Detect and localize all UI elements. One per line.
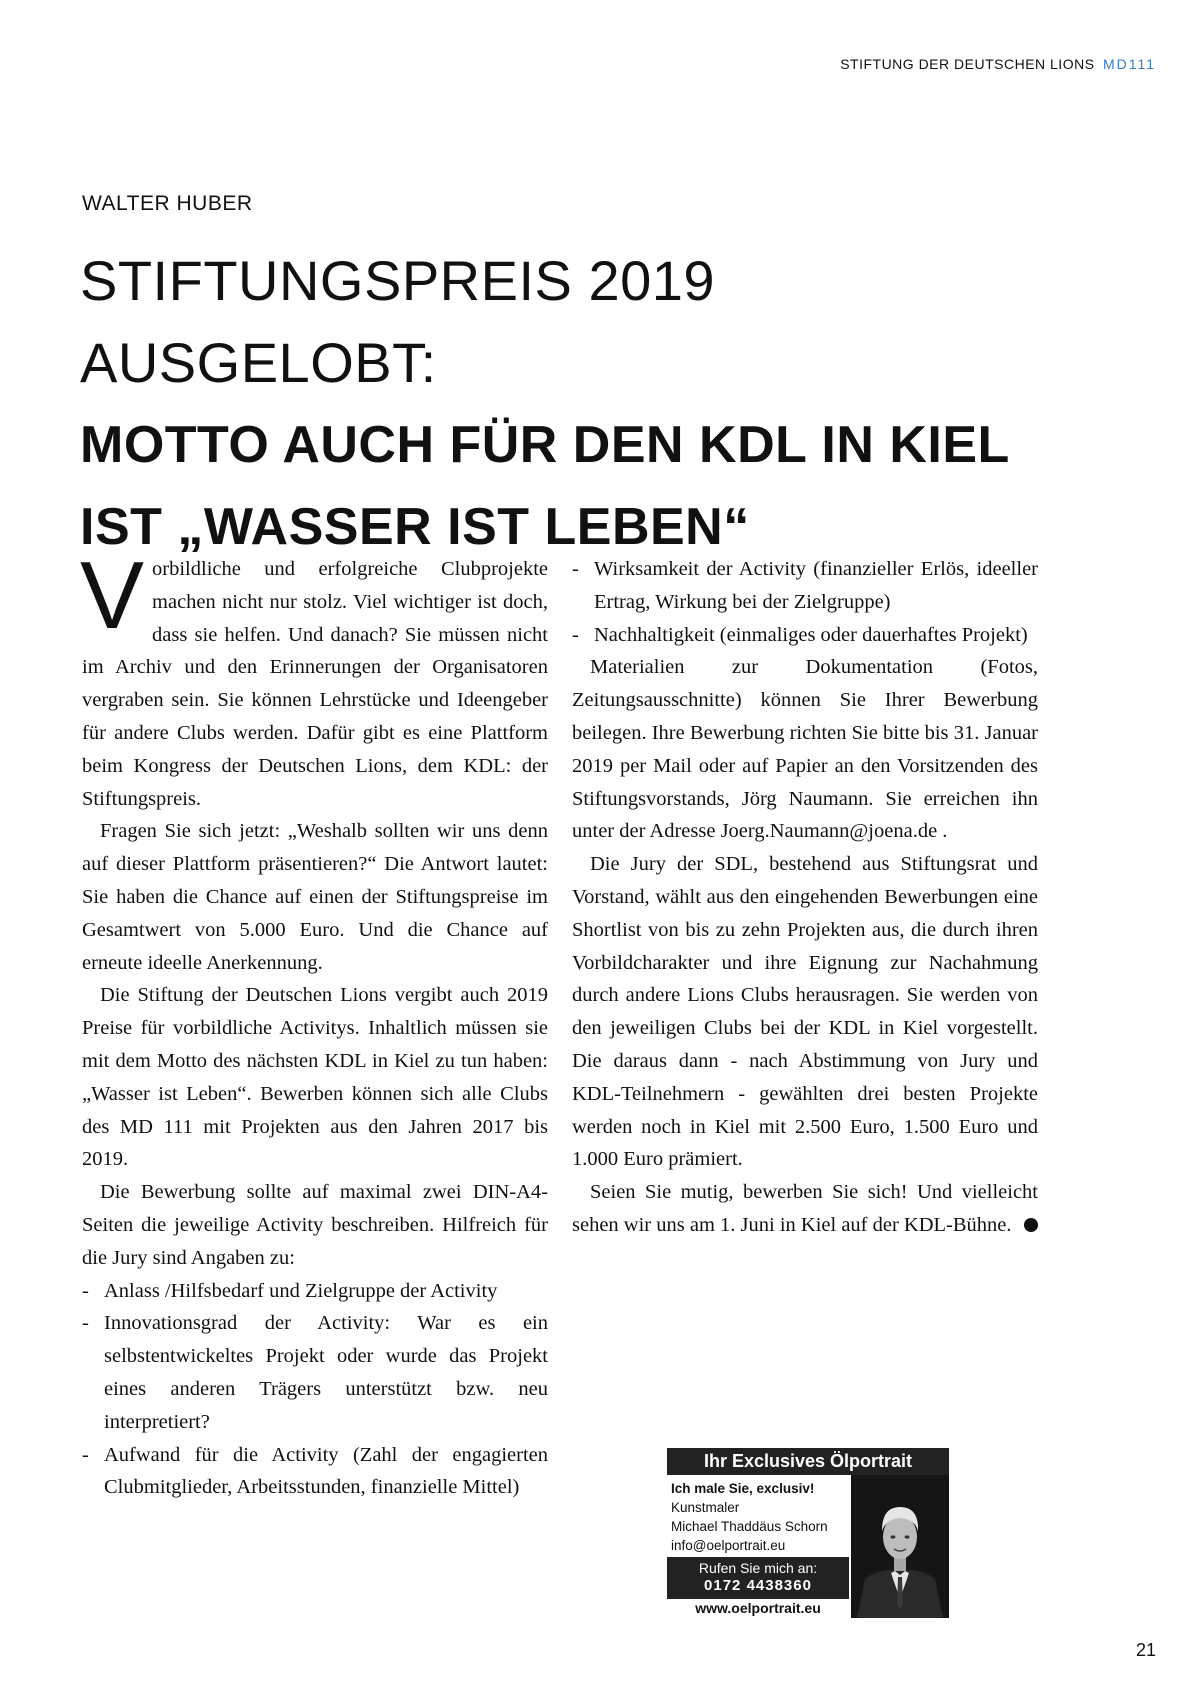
list-dash: - xyxy=(82,1279,89,1302)
list-item-text: Anlass /Hilfsbedarf und Zielgruppe der Activity xyxy=(104,1279,498,1302)
ad-name: Michael Thaddäus Schorn xyxy=(671,1519,828,1534)
criteria-list-continued xyxy=(572,553,1038,651)
closing-text: Seien Sie mutig, bewerben Sie sich! Und vielleicht sehen wir uns am 1. Juni in Kiel auf der KDL-Bühne. xyxy=(572,1181,1038,1236)
portrait-photo-illustration xyxy=(851,1475,949,1618)
ad-text xyxy=(671,1479,849,1555)
title-line-3: IST „WASSER IST LEBEN“ xyxy=(80,498,750,556)
ad-call-label: Rufen Sie mich an: xyxy=(698,1560,818,1576)
ad-tagline: Ich male Sie, exclusiv! xyxy=(671,1481,815,1496)
list-item-text: Innovationsgrad der Activity: War es ein selbstentwickeltes Projekt oder wurde das Projekt eines anderen Trägers unterstützt bzw. neu interpretiert? xyxy=(104,1312,548,1433)
ad-profession: Kunstmaler xyxy=(671,1500,740,1515)
list-item xyxy=(82,1439,548,1505)
left-column xyxy=(80,542,548,1504)
intro-text: orbildliche und erfolgreiche Clubprojekte machen nicht nur stolz. Viel wichtiger ist doch, dass sie helfen. Und danach? Sie müssen nicht im Archiv und den Erinnerungen der Organisatoren vergraben sein. Sie können Lehrstücke und Ideengeber für andere Clubs werden. Dafür gibt es eine Plattform beim Kongress der Deutschen Lions, dem KDL: der Stiftungspreis. xyxy=(82,558,548,810)
portrait-photo xyxy=(851,1475,949,1618)
drop-cap: V xyxy=(80,542,145,649)
closing-paragraph xyxy=(572,1176,1049,1242)
ad-phone-box xyxy=(667,1557,849,1599)
portrait-advertisement xyxy=(667,1448,949,1618)
title-line-2: MOTTO AUCH FÜR DEN KDL IN KIEL xyxy=(80,416,1010,474)
ad-phone-number: 0172 4438360 xyxy=(704,1577,812,1594)
list-dash: - xyxy=(572,623,579,646)
list-item-text: Wirksamkeit der Activity (finanzieller Erlös, ideeller Ertrag, Wirkung bei der Zielgruppe) xyxy=(594,558,1038,613)
running-header xyxy=(840,56,1156,72)
paragraph: Die Stiftung der Deutschen Lions vergibt auch 2019 Preise für vorbildliche Activitys. Inhaltlich müssen sie mit dem Motto des nächsten KDL in Kiel zu tun haben: „Wasser ist Leben“. Bewerben können sich alle Clubs des MD 111 mit Projekten aus den Jahren 2017 bis 2019. xyxy=(82,984,548,1171)
list-item xyxy=(572,553,1038,619)
ad-body xyxy=(667,1475,949,1618)
paragraph: Die Bewerbung sollte auf maximal zwei DIN-A4-Seiten die jeweilige Activity beschreiben. Hilfreich für die Jury sind Angaben zu: xyxy=(82,1181,548,1269)
header-org: STIFTUNG DER DEUTSCHEN LIONS xyxy=(840,56,1095,72)
ad-email: info@oelportrait.eu xyxy=(671,1538,786,1553)
ad-website: www.oelportrait.eu xyxy=(695,1600,821,1616)
page-number: 21 xyxy=(1135,1640,1156,1660)
ad-heading: Ihr Exclusives Ölportrait xyxy=(667,1448,949,1475)
title-line-1: STIFTUNGSPREIS 2019 AUSGELOBT: xyxy=(80,249,716,394)
paragraph: Die Jury der SDL, bestehend aus Stiftungsrat und Vorstand, wählt aus den eingehenden Bewerbungen eine Shortlist von bis zu zehn Projekten aus, die durch ihren Vorbildcharakter und ihre Eignung zur Nachahmung durch andere Lions Clubs herausragen. Sie werden von den jeweiligen Clubs bei der KDL in Kiel vorgestellt. Die daraus dann - nach Abstimmung von Jury und KDL-Teilnehmern - gewählten drei besten Projekte werden noch in Kiel mit 2.500 Euro, 1.500 Euro und 1.000 Euro prämiert. xyxy=(572,853,1038,1171)
list-dash: - xyxy=(82,1312,89,1335)
paragraph: Materialien zur Dokumentation (Fotos, Zeitungsausschnitte) können Sie Ihrer Bewerbung beilegen. Ihre Bewerbung richten Sie bitte bis 31. Januar 2019 per Mail oder auf Papier an den Vorsitzenden des Stiftungsvorstands, Jörg Naumann. Sie erreichen ihn unter der Adresse Joerg.Naumann@joena.de . xyxy=(572,656,1038,843)
list-dash: - xyxy=(82,1443,89,1466)
intro-paragraph xyxy=(80,542,548,815)
list-item-text: Nachhaltigkeit (einmaliges oder dauerhaftes Projekt) xyxy=(594,623,1028,646)
list-item-text: Aufwand für die Activity (Zahl der engagierten Clubmitglieder, Arbeitsstunden, finanzielle Mittel) xyxy=(104,1443,548,1499)
author-byline: WALTER HUBER xyxy=(82,192,253,215)
header-district: MD111 xyxy=(1102,56,1156,72)
article-title xyxy=(80,240,1080,568)
list-item xyxy=(82,1275,548,1308)
list-dash: - xyxy=(572,558,579,580)
list-item xyxy=(572,619,1038,652)
list-item xyxy=(82,1307,548,1438)
lions-end-mark-icon: L xyxy=(1024,1218,1038,1232)
paragraph: Fragen Sie sich jetzt: „Weshalb sollten wir uns denn auf dieser Plattform präsentieren?“ Die Antwort lautet: Sie haben die Chance auf einen der Stiftungspreise im Gesamtwert von 5.000 Euro. Und die Chance auf erneute ideelle Anerkennung. xyxy=(82,820,548,974)
criteria-list xyxy=(82,1275,548,1505)
right-column xyxy=(572,553,1049,1242)
